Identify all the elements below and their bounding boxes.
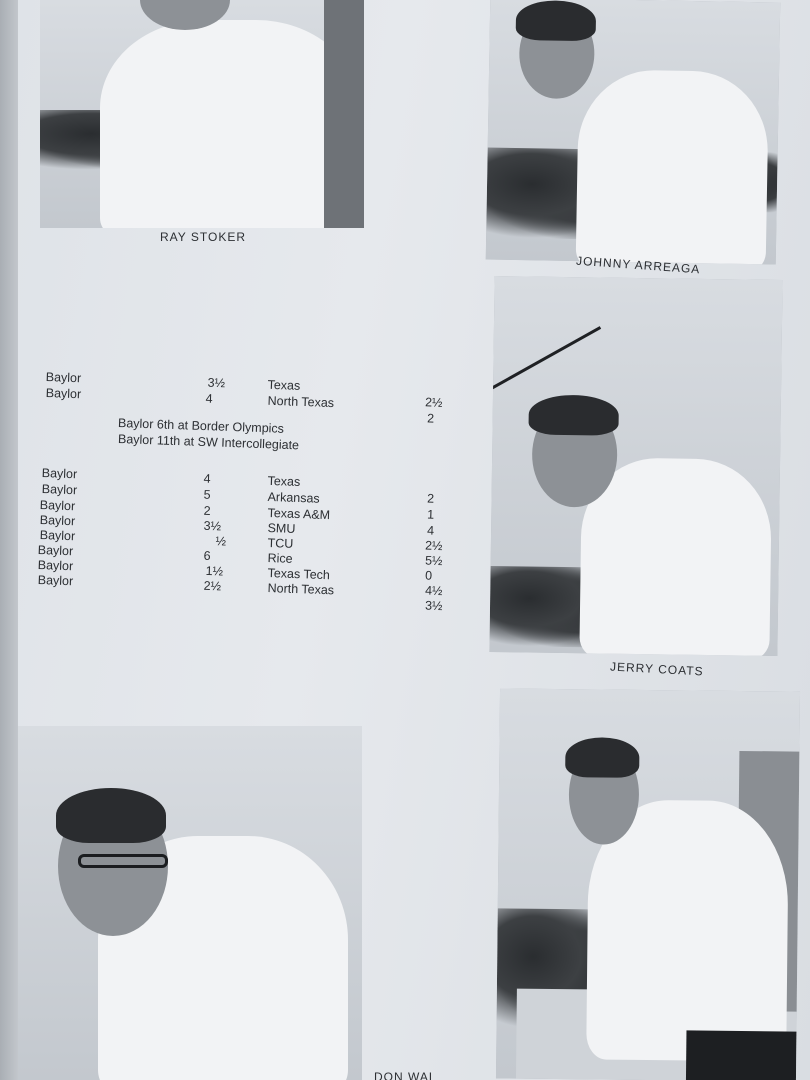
opponent-score: 2 (426, 491, 435, 506)
photo-bottom-right-golfer (496, 688, 800, 1080)
team-name: Baylor (37, 558, 74, 574)
team-score: 4 (205, 391, 213, 406)
team-score: ½ (215, 534, 227, 549)
opponent-score: 0 (424, 568, 433, 583)
team-score: 4 (203, 471, 211, 486)
opponent-name: Texas A&M (267, 505, 331, 523)
opponent-score: 5½ (424, 553, 443, 569)
photo-johnny-arreaga (486, 0, 781, 265)
opponent-score: 2½ (424, 538, 443, 554)
team-name: Baylor (39, 528, 76, 544)
team-score: 6 (203, 548, 211, 564)
team-name: Baylor (37, 573, 74, 589)
team-score: 2 (203, 503, 211, 518)
team-score: 2½ (203, 578, 222, 594)
yearbook-page (18, 0, 810, 1080)
team-score: 1½ (205, 563, 224, 579)
team-score: 3½ (207, 375, 226, 391)
photo-bottom-left-golfer (18, 726, 362, 1080)
team-name: Baylor (45, 370, 82, 386)
photo-ray-stoker (40, 0, 364, 228)
team-score: 5 (203, 487, 211, 502)
opponent-score: 4 (426, 523, 435, 538)
opponent-name: Rice (267, 551, 293, 566)
opponent-score: 2½ (424, 395, 443, 410)
caption-ray-stoker: RAY STOKER (160, 230, 247, 244)
opponent-name: SMU (267, 520, 296, 536)
team-name: Baylor (41, 482, 78, 498)
team-name: Baylor (41, 466, 78, 482)
team-name: Baylor (39, 498, 76, 514)
team-name: Baylor (45, 386, 82, 402)
opponent-name: TCU (267, 535, 294, 551)
opponent-name: Texas (267, 377, 301, 393)
tournament-line: Baylor 11th at SW Intercollegiate (117, 432, 300, 453)
opponent-score: 4½ (424, 583, 443, 599)
opponent-name: Texas (267, 473, 301, 490)
opponent-name: Arkansas (267, 489, 320, 506)
team-score: 3½ (203, 518, 222, 534)
opponent-name: North Texas (267, 393, 335, 411)
opponent-name: Texas Tech (267, 566, 331, 583)
tournament-line: Baylor 6th at Border Olympics (117, 416, 285, 436)
caption-bottom-right-partial: DON WAL (374, 1070, 437, 1080)
opponent-name: North Texas (267, 581, 335, 598)
caption-jerry-coats: JERRY COATS (609, 659, 704, 679)
opponent-score: 2 (426, 411, 435, 426)
team-name: Baylor (39, 513, 76, 529)
caption-johnny-arreaga: JOHNNY ARREAGA (575, 253, 701, 277)
opponent-score: 1 (426, 507, 435, 522)
team-name: Baylor (37, 543, 74, 559)
opponent-score: 3½ (424, 598, 443, 614)
photo-jerry-coats (489, 276, 782, 656)
